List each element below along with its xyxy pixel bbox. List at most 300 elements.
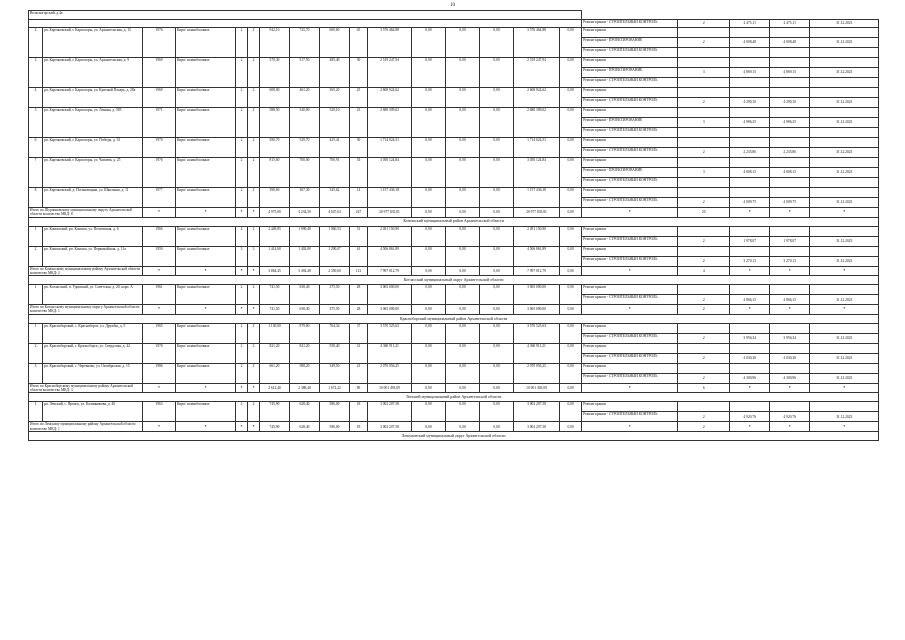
work-cost bbox=[730, 78, 770, 88]
work-name: Ремонт крыши bbox=[582, 188, 678, 198]
work-qty: 3 bbox=[678, 118, 730, 128]
filler-mark: * bbox=[176, 383, 236, 393]
total-c2: 0,00 bbox=[446, 422, 480, 432]
total-label: Итого по Шурчиковскому муниципальному округу Архангельской области количество МКД: 8 bbox=[29, 208, 143, 218]
area-total: 661,20 bbox=[260, 363, 290, 383]
cost-owners: 2 680 309,02 bbox=[514, 108, 560, 138]
wall-material: Кирп/ шлакоблочные bbox=[176, 226, 236, 246]
entrances-count: 2 bbox=[248, 28, 260, 58]
work-qty bbox=[678, 138, 730, 148]
filler-mark: * bbox=[143, 266, 176, 276]
residents-count: 61 bbox=[350, 246, 368, 266]
build-year: 1986 bbox=[143, 363, 176, 383]
work-name: Ремонт крыши - ПРОЕКТИРОВАНИЕ bbox=[582, 168, 678, 178]
cost-other: 0,00 bbox=[560, 88, 582, 108]
work-deadline: 31.12.2023 bbox=[810, 38, 879, 48]
filler-mark: * bbox=[248, 208, 260, 218]
row-number: 2 bbox=[29, 246, 43, 266]
work-name: Ремонт крыши bbox=[582, 343, 678, 353]
area-living: 821,20 bbox=[290, 343, 320, 363]
total-area-total: 3 864,45 bbox=[260, 266, 290, 276]
work-cost: 4 008,48 bbox=[730, 38, 770, 48]
floors-count: 2 bbox=[236, 28, 248, 58]
total-c2: 0,00 bbox=[446, 266, 480, 276]
filler-mark: * bbox=[248, 383, 260, 393]
build-year: 1961 bbox=[143, 285, 176, 305]
cost-other: 0,00 bbox=[560, 343, 582, 363]
work-deadline: 31.12.2023 bbox=[810, 353, 879, 363]
work-cost bbox=[730, 285, 770, 295]
area-residential: 764,32 bbox=[320, 323, 350, 343]
work-name: Ремонт крыши - СТРОИТЕЛЬНЫЙ КОНТРОЛЬ bbox=[582, 78, 678, 88]
work-name: Ремонт крыши - СТРОИТЕЛЬНЫЙ КОНТРОЛЬ bbox=[582, 256, 678, 266]
house-address: рп. Красноборский, с. Красноборск, ул. Дружбы, д. 5 bbox=[43, 323, 143, 343]
filler-mark: * bbox=[770, 305, 810, 315]
row-number: 1 bbox=[29, 402, 43, 422]
page-number: 10 bbox=[450, 3, 455, 8]
filler-mark: * bbox=[143, 305, 176, 315]
filler-mark: * bbox=[770, 208, 810, 218]
work-deadline bbox=[810, 138, 879, 148]
work-qty bbox=[678, 58, 730, 68]
total-c1: 0,00 bbox=[412, 208, 446, 218]
cost-fund: 0,00 bbox=[412, 88, 446, 108]
area-residential: 700,91 bbox=[320, 158, 350, 188]
cost-total: 3 002 207,58 bbox=[368, 402, 412, 422]
cost-owners: 3 576 464,88 bbox=[514, 28, 560, 58]
area-total: 1 130,00 bbox=[260, 323, 290, 343]
work-limit bbox=[770, 178, 810, 188]
filler-mark: * bbox=[730, 422, 770, 432]
total-c3: 0,00 bbox=[480, 266, 514, 276]
residents-count: 45 bbox=[350, 28, 368, 58]
house-address: рп. Картаковский, д. Погановщина, ул. Школьная, д. 11 bbox=[43, 188, 143, 208]
work-deadline bbox=[810, 246, 879, 256]
work-qty bbox=[678, 158, 730, 168]
house-row bbox=[29, 343, 879, 353]
house-address: рп. Коношский, рп. Коноша, ул. Почтовская, д. 6 bbox=[43, 226, 143, 246]
total-c3: 0,00 bbox=[480, 208, 514, 218]
house-row bbox=[29, 285, 879, 295]
work-deadline bbox=[810, 402, 879, 412]
district-heading-row bbox=[29, 431, 879, 440]
work-name: Ремонт крыши bbox=[582, 88, 678, 98]
wall-material: Кирп/ шлакоблочные bbox=[176, 138, 236, 158]
district-total-row bbox=[29, 208, 879, 218]
house-address: рп. Котласский, п. Удимский, ул. Советская, д. 20, корп. А bbox=[43, 285, 143, 305]
cost-region: 0,00 bbox=[446, 343, 480, 363]
work-limit: 2 235,86 bbox=[770, 148, 810, 158]
area-total: 2 449,85 bbox=[260, 226, 290, 246]
wall-material: Кирп/ шлакоблочные bbox=[176, 188, 236, 208]
total-c1: 0,00 bbox=[412, 266, 446, 276]
row-number: 4 bbox=[29, 88, 43, 108]
row-number: 5 bbox=[29, 108, 43, 138]
work-qty bbox=[678, 402, 730, 412]
work-cost bbox=[730, 402, 770, 412]
work-deadline bbox=[810, 188, 879, 198]
total-label: Итого по Коношскому муниципальному району Архангельской области количество МКД: 2 bbox=[29, 266, 143, 276]
residents-count: 14 bbox=[350, 188, 368, 208]
work-deadline bbox=[810, 343, 879, 353]
cost-owners: 2 491 150,90 bbox=[514, 226, 560, 246]
work-qty bbox=[678, 188, 730, 198]
area-total: 390,60 bbox=[260, 188, 290, 208]
filler-mark: * bbox=[236, 266, 248, 276]
total-area-living: 628,40 bbox=[290, 422, 320, 432]
work-limit bbox=[770, 128, 810, 138]
build-year: 1971 bbox=[143, 108, 176, 138]
entrances-count: 2 bbox=[248, 402, 260, 422]
work-limit bbox=[770, 78, 810, 88]
total-c2: 0,00 bbox=[446, 208, 480, 218]
wall-material: Кирп/ шлакоблочные bbox=[176, 158, 236, 188]
house-row bbox=[29, 138, 879, 148]
work-deadline: 31.12.2023 bbox=[810, 333, 879, 343]
floors-count: 2 bbox=[236, 323, 248, 343]
residents-count: 33 bbox=[350, 158, 368, 188]
cost-fund: 0,00 bbox=[412, 158, 446, 188]
work-cost: 4 869,15 bbox=[730, 68, 770, 78]
work-deadline bbox=[810, 108, 879, 118]
house-row bbox=[29, 363, 879, 373]
work-limit: 4 300,96 bbox=[770, 373, 810, 383]
work-deadline bbox=[810, 158, 879, 168]
house-address: рп. Картаковский, г. Карпогоры, ул. Красный Пахарь, д. 28а bbox=[43, 88, 143, 108]
work-cost: 2 475,11 bbox=[730, 19, 770, 28]
work-qty bbox=[678, 28, 730, 38]
total-area-resid: 4 047,63 bbox=[320, 208, 350, 218]
cost-fund: 0,00 bbox=[412, 285, 446, 305]
work-cost: 4 009,75 bbox=[730, 198, 770, 208]
work-limit bbox=[770, 246, 810, 256]
cost-total: 3 576 464,88 bbox=[368, 28, 412, 58]
work-deadline bbox=[810, 128, 879, 138]
work-qty bbox=[678, 343, 730, 353]
filler-mark: * bbox=[730, 266, 770, 276]
cost-region: 0,00 bbox=[446, 363, 480, 383]
filler-mark: * bbox=[143, 208, 176, 218]
house-row bbox=[29, 158, 879, 168]
cost-other: 0,00 bbox=[560, 363, 582, 383]
total-area-living: 2 388,40 bbox=[290, 383, 320, 393]
cost-municipal: 0,00 bbox=[480, 158, 514, 188]
cost-region: 0,00 bbox=[446, 28, 480, 58]
area-residential: 558,40 bbox=[320, 343, 350, 363]
work-cost bbox=[730, 178, 770, 188]
cost-region: 0,00 bbox=[446, 58, 480, 88]
cost-other: 0,00 bbox=[560, 108, 582, 138]
filler-mark: * bbox=[248, 266, 260, 276]
total-area-total: 745,90 bbox=[260, 422, 290, 432]
total-area-resid: 586,00 bbox=[320, 422, 350, 432]
work-deadline bbox=[810, 78, 879, 88]
work-limit bbox=[770, 108, 810, 118]
work-name: Ремонт крыши - ПРОЕКТИРОВАНИЕ bbox=[582, 38, 678, 48]
house-row bbox=[29, 108, 879, 118]
wall-material: Кирп/ шлакоблочные bbox=[176, 343, 236, 363]
area-living: 540,00 bbox=[290, 108, 320, 138]
cost-other: 0,00 bbox=[560, 246, 582, 266]
filler-mark: * bbox=[176, 266, 236, 276]
floors-count: 3 bbox=[236, 246, 248, 266]
work-qty bbox=[678, 88, 730, 98]
work-cost bbox=[730, 58, 770, 68]
wall-material: Кирп/ шлакоблочные bbox=[176, 28, 236, 58]
cost-fund: 0,00 bbox=[412, 323, 446, 343]
total-label: Итого по Котласскому муниципальному округу Архангельской области количество МКД: 1 bbox=[29, 305, 143, 315]
filler-mark: * bbox=[236, 383, 248, 393]
area-residential: 485,40 bbox=[320, 58, 350, 88]
cost-total: 1 714 024,51 bbox=[368, 138, 412, 158]
cost-municipal: 0,00 bbox=[480, 323, 514, 343]
total-residents: 112 bbox=[350, 266, 368, 276]
cost-region: 0,00 bbox=[446, 285, 480, 305]
area-total: 821,20 bbox=[260, 343, 290, 363]
filler-mark: * bbox=[248, 305, 260, 315]
work-name: Ремонт крыши - СТРОИТЕЛЬНЫЙ КОНТРОЛЬ bbox=[582, 148, 678, 158]
work-deadline bbox=[810, 226, 879, 236]
cost-total: 3 065 000,00 bbox=[368, 285, 412, 305]
area-residential: 345,62 bbox=[320, 188, 350, 208]
entrances-count: 2 bbox=[248, 108, 260, 138]
total-c4: 20 977 835,81 bbox=[514, 208, 560, 218]
house-row bbox=[29, 58, 879, 68]
work-cost bbox=[730, 88, 770, 98]
area-living: 517,50 bbox=[290, 58, 320, 88]
cost-total: 2 070 056,25 bbox=[368, 363, 412, 383]
district-total-row bbox=[29, 266, 879, 276]
entrances-count: 2 bbox=[248, 158, 260, 188]
total-area-living: 4 234,50 bbox=[290, 208, 320, 218]
cost-municipal: 0,00 bbox=[480, 188, 514, 208]
filler-mark: * bbox=[176, 305, 236, 315]
work-deadline bbox=[810, 88, 879, 98]
continuation-row bbox=[29, 11, 879, 20]
district-heading: Коношский муниципальный район Архангельской области bbox=[29, 217, 879, 226]
area-living: 461,20 bbox=[290, 88, 320, 108]
area-residential: 1 290,07 bbox=[320, 246, 350, 266]
area-living: 638,40 bbox=[290, 285, 320, 305]
cost-fund: 0,00 bbox=[412, 343, 446, 363]
area-living: 725,70 bbox=[290, 28, 320, 58]
cost-region: 0,00 bbox=[446, 108, 480, 138]
total-area-total: 4 975,80 bbox=[260, 208, 290, 218]
area-total: 570,30 bbox=[260, 58, 290, 88]
work-cost bbox=[730, 226, 770, 236]
cost-other: 0,00 bbox=[560, 226, 582, 246]
house-address: рп. Картаковский, г. Карпогоры, ул. Ленина, д. 585 bbox=[43, 108, 143, 138]
work-qty: 2 bbox=[678, 333, 730, 343]
cost-region: 0,00 bbox=[446, 246, 480, 266]
work-deadline: 31.12.2023 bbox=[810, 256, 879, 266]
residents-count: 18 bbox=[350, 402, 368, 422]
filler-mark: * bbox=[730, 305, 770, 315]
filler-mark: * bbox=[236, 422, 248, 432]
house-address: рп. Картаковский, г. Карпогоры, ул. Победы, д. 33 bbox=[43, 138, 143, 158]
floors-count: 4 bbox=[236, 226, 248, 246]
work-cost: 4 920,76 bbox=[730, 412, 770, 422]
work-cost bbox=[730, 108, 770, 118]
area-residential: 1 060,53 bbox=[320, 226, 350, 246]
total-c5: 0,00 bbox=[560, 422, 582, 432]
work-cost bbox=[730, 246, 770, 256]
district-heading-row bbox=[29, 314, 879, 323]
district-heading-row bbox=[29, 393, 879, 402]
cost-other: 0,00 bbox=[560, 323, 582, 343]
cost-region: 0,00 bbox=[446, 88, 480, 108]
house-address: рп. Ленский, с. Яренск, ул. Калинникова, д. 40 bbox=[43, 402, 143, 422]
entrances-count: 2 bbox=[248, 363, 260, 383]
work-name: Ремонт крыши - СТРОИТЕЛЬНЫЙ КОНТРОЛЬ bbox=[582, 295, 678, 305]
work-name: Ремонт крыши - СТРОИТЕЛЬНЫЙ КОНТРОЛЬ bbox=[582, 333, 678, 343]
work-cost: 3 270,13 bbox=[730, 256, 770, 266]
cost-fund: 0,00 bbox=[412, 363, 446, 383]
work-limit bbox=[770, 28, 810, 38]
residents-count: 37 bbox=[350, 323, 368, 343]
total-c4: 3 065 000,00 bbox=[514, 305, 560, 315]
cost-total: 2 680 309,02 bbox=[368, 108, 412, 138]
entrances-count: 2 bbox=[248, 138, 260, 158]
area-living: 588,20 bbox=[290, 363, 320, 383]
continued-house bbox=[29, 19, 582, 28]
cost-fund: 0,00 bbox=[412, 108, 446, 138]
work-cost bbox=[730, 363, 770, 373]
cost-owners: 3 002 207,58 bbox=[514, 402, 560, 422]
wall-material: Кирп/ шлакоблочные bbox=[176, 58, 236, 88]
filler-mark: * bbox=[582, 383, 678, 393]
work-limit bbox=[770, 323, 810, 333]
work-cost bbox=[730, 158, 770, 168]
cost-total: 2 608 924,62 bbox=[368, 88, 412, 108]
total-label: Итого по Красноборскому муниципальному району Архангельской области количество МКД: 3 bbox=[29, 383, 143, 393]
work-cost bbox=[730, 323, 770, 333]
area-residential: 520,10 bbox=[320, 108, 350, 138]
entrances-count: 2 bbox=[248, 88, 260, 108]
entrances-count: 2 bbox=[248, 343, 260, 363]
row-number: 6 bbox=[29, 138, 43, 158]
build-year: 1965 bbox=[143, 323, 176, 343]
wall-material: Кирп/ шлакоблочные bbox=[176, 285, 236, 305]
work-deadline bbox=[810, 178, 879, 188]
work-limit: 4 920,76 bbox=[770, 412, 810, 422]
work-name: Ремонт крыши bbox=[582, 58, 678, 68]
wall-material: Кирп/ шлакоблочные bbox=[176, 363, 236, 383]
area-total: 608,00 bbox=[260, 88, 290, 108]
house-address: рп. Картаковский, г. Карпогоры, ул. Архангельская, д. 9 bbox=[43, 58, 143, 88]
cost-total: 4 506 861,89 bbox=[368, 246, 412, 266]
floors-count: 2 bbox=[236, 363, 248, 383]
build-year: 1977 bbox=[143, 188, 176, 208]
cost-municipal: 0,00 bbox=[480, 402, 514, 422]
cost-fund: 0,00 bbox=[412, 138, 446, 158]
area-living: 700,00 bbox=[290, 158, 320, 188]
repair-program-table bbox=[28, 10, 879, 441]
house-row bbox=[29, 402, 879, 412]
work-limit bbox=[770, 226, 810, 236]
work-cost: 4 986,35 bbox=[730, 118, 770, 128]
total-c3: 0,00 bbox=[480, 422, 514, 432]
area-total: 588,50 bbox=[260, 108, 290, 138]
total-residents: 28 bbox=[350, 305, 368, 315]
work-limit bbox=[770, 343, 810, 353]
area-residential: 600,60 bbox=[320, 28, 350, 58]
work-qty: 2 bbox=[678, 98, 730, 108]
cost-owners: 2 608 924,62 bbox=[514, 88, 560, 108]
filler-mark: * bbox=[810, 208, 879, 218]
cost-owners: 2 519 247,94 bbox=[514, 58, 560, 88]
area-total: 590,70 bbox=[260, 138, 290, 158]
work-limit: 4 030,36 bbox=[770, 353, 810, 363]
cost-owners: 1 714 024,51 bbox=[514, 138, 560, 158]
work-deadline: 31.12.2023 bbox=[810, 236, 879, 246]
work-qty: 2 bbox=[678, 198, 730, 208]
work-limit: 4 986,35 bbox=[770, 118, 810, 128]
wall-material: Кирп/ шлакоблочные bbox=[176, 402, 236, 422]
work-limit bbox=[770, 402, 810, 412]
work-name: Ремонт крыши bbox=[582, 246, 678, 256]
total-c1: 0,00 bbox=[412, 422, 446, 432]
total-c4: 3 002 207,58 bbox=[514, 422, 560, 432]
repair-program-sheet bbox=[28, 10, 878, 441]
cost-municipal: 0,00 bbox=[480, 138, 514, 158]
house-address: рп. Красноборский, с. Черевково, ул. Октябрьская, д. 15 bbox=[43, 363, 143, 383]
build-year: 1970 bbox=[143, 138, 176, 158]
work-cost bbox=[730, 188, 770, 198]
filler-mark: * bbox=[236, 305, 248, 315]
work-limit bbox=[770, 48, 810, 58]
cost-owners: 1 157 436,18 bbox=[514, 188, 560, 208]
residents-count: 51 bbox=[350, 226, 368, 246]
work-name: Ремонт крыши - СТРОИТЕЛЬНЫЙ КОНТРОЛЬ bbox=[582, 178, 678, 188]
area-residential: 349,50 bbox=[320, 363, 350, 383]
cost-total: 2 519 247,94 bbox=[368, 58, 412, 88]
work-deadline: 31.12.2023 bbox=[810, 19, 879, 28]
total-area-resid: 2 350,60 bbox=[320, 266, 350, 276]
work-deadline bbox=[810, 28, 879, 38]
build-year: 1976 bbox=[143, 28, 176, 58]
floors-count: 2 bbox=[236, 108, 248, 138]
house-address: рп. Картаковский, г. Карпогоры, ул. Архангельская, д. 15 bbox=[43, 28, 143, 58]
total-c1: 0,00 bbox=[412, 383, 446, 393]
area-living: 529,70 bbox=[290, 138, 320, 158]
floors-count: 2 bbox=[236, 402, 248, 422]
work-deadline bbox=[810, 363, 879, 373]
work-qty bbox=[678, 178, 730, 188]
area-living: 979,00 bbox=[290, 323, 320, 343]
filler-mark: * bbox=[143, 383, 176, 393]
work-deadline: 31.12.2023 bbox=[810, 295, 879, 305]
work-limit bbox=[770, 363, 810, 373]
row-number: 1 bbox=[29, 226, 43, 246]
work-deadline: 31.12.2023 bbox=[810, 148, 879, 158]
filler-mark: * bbox=[582, 208, 678, 218]
work-limit: 3 270,13 bbox=[770, 256, 810, 266]
total-c5: 0,00 bbox=[560, 208, 582, 218]
row-number: 2 bbox=[29, 28, 43, 58]
work-deadline: 31.12.2023 bbox=[810, 373, 879, 383]
total-c5: 0,00 bbox=[560, 266, 582, 276]
work-limit: 4 869,15 bbox=[770, 68, 810, 78]
cost-owners: 3 065 000,00 bbox=[514, 285, 560, 305]
cost-region: 0,00 bbox=[446, 226, 480, 246]
work-deadline bbox=[810, 285, 879, 295]
residents-count: 31 bbox=[350, 343, 368, 363]
filler-mark: * bbox=[582, 266, 678, 276]
work-name: Ремонт крыши - ПРОЕКТИРОВАНИЕ bbox=[582, 68, 678, 78]
filler-mark: * bbox=[176, 208, 236, 218]
floors-count: 2 bbox=[236, 188, 248, 208]
